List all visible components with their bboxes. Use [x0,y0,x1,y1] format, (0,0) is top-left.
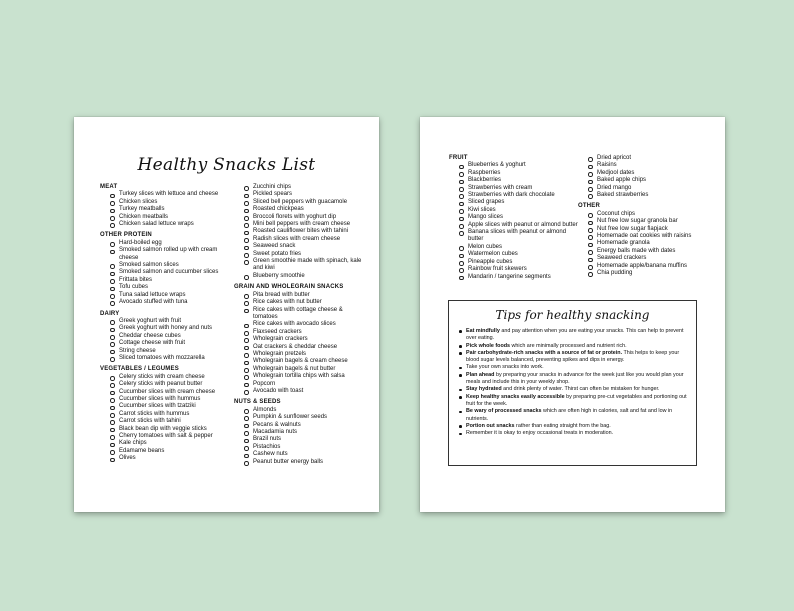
tip-text: which are minimally processed and nutrient rich. [510,342,627,349]
list-item: Mandarin / tangerine segments [449,274,581,281]
tip-text: and drink plenty of water. Thirst can often be mistaken for hunger. [501,386,660,393]
list-item: Roasted cauliflower bites with tahini [234,228,362,235]
list-item: Sliced bell peppers with guacamole [234,199,362,206]
list-item: Brazil nuts [234,436,362,443]
right-column [578,155,698,278]
list-item: Homemade granola [578,240,698,247]
left-column [449,155,581,281]
snacks-tips-page [420,117,725,512]
tips-box [448,300,697,466]
list-item: Chicken meatballs [100,214,228,221]
list-item: Pickled spears [234,191,362,198]
page-title: Healthy Snacks List [137,155,316,175]
list-item: Chicken slices [100,199,228,206]
list-item: Cucumber slices with cream cheese [100,389,228,396]
list-item: Celery sticks with cream cheese [100,374,228,381]
list-item: Nut free low sugar flapjack [578,226,698,233]
list-item: Sweet potato fries [234,251,362,258]
snack-list [578,155,698,199]
snack-list [578,211,698,278]
list-item: Hard-boiled egg [100,240,228,247]
tip-item [457,386,688,393]
tip-item [457,423,688,430]
list-item: Strawberries with cream [449,185,581,192]
snack-list [100,191,228,228]
list-item: Wholegrain bagels & nut butter [234,366,362,373]
list-item: Watermelon cubes [449,251,581,258]
tip-emphasis: Plan ahead [466,371,495,378]
list-item: Pumpkin & sunflower seeds [234,414,362,421]
tip-emphasis: Pick whole foods [466,342,511,349]
section-heading: VEGETABLES / LEGUMES [100,366,179,373]
list-item: Turkey meatballs [100,206,228,213]
list-item: Sliced grapes [449,199,581,206]
list-item: Dried apricot [578,155,698,162]
tip-emphasis: Be wary of processed snacks [466,408,542,415]
snack-list [234,184,362,280]
list-item: Macadamia nuts [234,429,362,436]
tip-emphasis: Eat mindfully [466,328,500,334]
left-column [100,184,228,463]
list-item: Baked apple chips [578,177,698,184]
list-item: String cheese [100,348,228,355]
list-item: Kale chips [100,440,228,447]
list-item: Avocado stuffed with tuna [100,299,228,306]
right-column [234,184,362,466]
list-item: Mini bell peppers with cream cheese [234,221,362,228]
snack-list [100,374,228,463]
list-item: Flaxseed crackers [234,329,362,336]
list-item: Cucumber slices with tzatziki [100,403,228,410]
list-item: Carrot sticks with hummus [100,411,228,418]
list-item: Zucchini chips [234,184,362,191]
snack-list [234,292,362,396]
list-item: Peanut butter energy balls [234,459,362,466]
list-item: Tuna salad lettuce wraps [100,292,228,299]
tip-emphasis: Pair carbohydrate-rich snacks with a source of fat or protein. [466,349,623,356]
list-item: Radish slices with cream cheese [234,236,362,243]
list-item: Banana slices with peanut or almond butter [449,229,581,244]
snack-list [100,318,228,362]
list-item: Seaweed crackers [578,255,698,262]
list-item: Edamame beans [100,448,228,455]
list-item: Blackberries [449,177,581,184]
list-item: Frittata bites [100,277,228,284]
tip-emphasis: Portion out snacks [466,422,515,429]
tip-item [457,394,688,409]
list-item: Chicken salad lettuce wraps [100,221,228,228]
tips-list [449,328,696,437]
list-item: Energy balls made with dates [578,248,698,255]
list-item: Pineapple cubes [449,259,581,266]
list-item: Homemade oat cookies with raisins [578,233,698,240]
list-item: Rice cakes with nut butter [234,299,362,306]
snack-list [234,407,362,466]
list-item: Chia pudding [578,270,698,277]
section-heading: OTHER [578,203,600,210]
list-item: Roasted chickpeas [234,206,362,213]
list-item: Popcorn [234,381,362,388]
list-item: Avocado with toast [234,388,362,395]
list-item: Smoked salmon and cucumber slices [100,269,228,276]
list-item: Medjool dates [578,170,698,177]
list-item: Raspberries [449,170,581,177]
list-item: Blueberry smoothie [234,273,362,280]
list-item: Broccoli florets with yoghurt dip [234,214,362,221]
tip-item [457,372,688,387]
list-item: Turkey slices with lettuce and cheese [100,191,228,198]
list-item: Olives [100,455,228,462]
list-item: Celery sticks with peanut butter [100,381,228,388]
list-item: Pistachios [234,444,362,451]
list-item: Homemade apple/banana muffins [578,263,698,270]
list-item: Green smoothie made with spinach, kale and kiwi [234,258,362,273]
section-heading: FRUIT [449,155,468,161]
list-item: Smoked salmon slices [100,262,228,269]
list-item: Strawberries with dark chocolate [449,192,581,199]
list-item: Carrot sticks with tahini [100,418,228,425]
snack-list [449,162,581,281]
tip-item [457,343,688,350]
list-item: Cherry tomatoes with salt & pepper [100,433,228,440]
list-item: Blueberries & yoghurt [449,162,581,169]
list-item: Seaweed snack [234,243,362,250]
tip-text: which are often high in calories, salt and fat and low in nutrients. [466,408,673,422]
list-item: Rice cakes with avocado slices [234,321,362,328]
section-heading: NUTS & SEEDS [234,399,281,406]
list-item: Rainbow fruit skewers [449,266,581,273]
list-item: Pecans & walnuts [234,422,362,429]
list-item: Wholegrain bagels & cream cheese [234,358,362,365]
tip-item [457,364,688,371]
list-item: Cucumber slices with hummus [100,396,228,403]
list-item: Apple slices with peanut or almond butter [449,222,581,229]
tip-item [457,328,688,343]
tip-text: rather than eating straight from the bag. [514,422,611,429]
list-item: Cottage cheese with fruit [100,340,228,347]
list-item: Almonds [234,407,362,414]
list-item: Wholegrain tortilla chips with salsa [234,373,362,380]
tip-text: This helps to keep your blood sugar levels balanced, preventing spikes and dips in energy. [466,349,680,364]
section-heading: DAIRY [100,310,120,317]
list-item: Oat crackers & cheddar cheese [234,344,362,351]
list-item: Dried mango [578,185,698,192]
list-item: Cashew nuts [234,451,362,458]
list-item: Pita bread with butter [234,292,362,299]
tip-text: by preparing pre-cut vegetables and portioning out fruit for the week. [466,393,687,407]
section-heading: OTHER PROTEIN [100,232,152,239]
tip-text: by preparing your snacks in advance for the week just like you would plan your meals and include this in your weekly shop. [466,371,684,386]
snack-list [100,240,228,307]
list-item: Tofu cubes [100,284,228,291]
list-item: Smoked salmon rolled up with cream cheese [100,247,228,262]
list-item: Sliced tomatoes with mozzarella [100,355,228,362]
list-item: Black bean dip with veggie sticks [100,426,228,433]
tip-item [457,408,688,423]
list-item: Melon cubes [449,244,581,251]
list-item: Mango slices [449,214,581,221]
list-item: Greek yoghurt with fruit [100,318,228,325]
tip-item [457,430,688,437]
list-item: Wholegrain pretzels [234,351,362,358]
tip-text: Remember it is okay to enjoy occasional treats in moderation. [466,430,614,437]
snacks-list-page [74,117,379,512]
tips-title: Tips for healthy snacking [495,308,650,322]
tip-emphasis: Stay hydrated [466,386,502,393]
list-item: Nut free low sugar granola bar [578,218,698,225]
list-item: Kiwi slices [449,207,581,214]
list-item: Greek yoghurt with honey and nuts [100,325,228,332]
list-item: Coconut chips [578,211,698,218]
section-heading: GRAIN AND WHOLEGRAIN SNACKS [234,284,344,291]
tip-text: and pay attention when you are eating your snacks. This can help to prevent over eating. [466,328,684,342]
tip-emphasis: Keep healthy snacks easily accessible [466,393,565,400]
list-item: Rice cakes with cottage cheese & tomatoes [234,307,362,322]
section-heading: MEAT [100,184,118,190]
list-item: Wholegrain crackers [234,336,362,343]
tip-item [457,350,688,365]
list-item: Cheddar cheese cubes [100,333,228,340]
tip-text: Take your own snacks into work. [466,364,544,371]
list-item: Baked strawberries [578,192,698,199]
list-item: Raisins [578,162,698,169]
